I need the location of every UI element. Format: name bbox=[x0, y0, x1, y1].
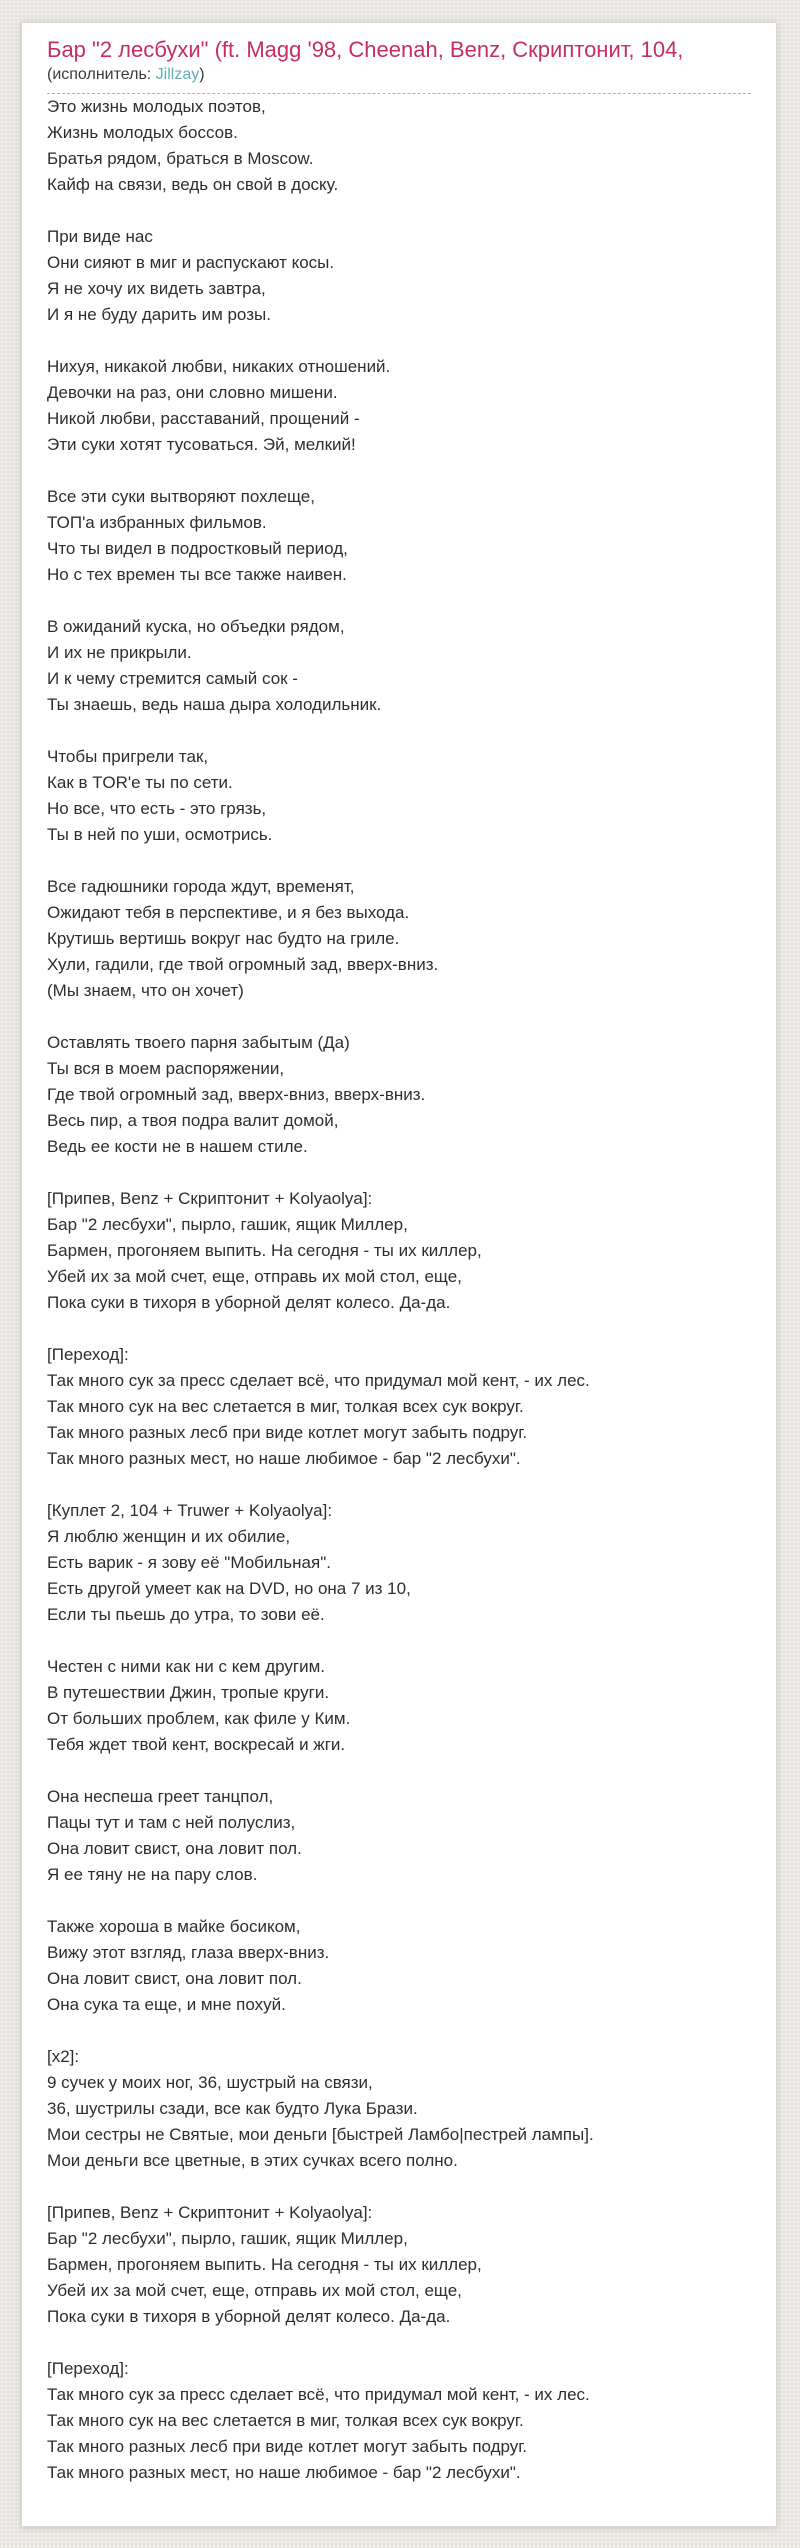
lyric-line: Убей их за мой счет, еще, отправь их мой стол, еще, bbox=[47, 2281, 462, 2300]
lyric-line: Если ты пьешь до утра, то зови её. bbox=[47, 1605, 325, 1624]
lyric-line: Она ловит свист, она ловит пол. bbox=[47, 1839, 302, 1858]
lyric-line: Так много разных лесб при виде котлет могут забыть подруг. bbox=[47, 1423, 528, 1442]
lyric-line: Так много разных лесб при виде котлет могут забыть подруг. bbox=[47, 2437, 528, 2456]
lyric-line: Весь пир, а твоя подра валит домой, bbox=[47, 1111, 339, 1130]
lyric-line: Чтобы пригрели так, bbox=[47, 747, 209, 766]
lyric-line: Так много сук за пресс сделает всё, что придумал мой кент, - их лес. bbox=[47, 1371, 590, 1390]
lyric-line: И я не буду дарить им розы. bbox=[47, 305, 271, 324]
lyric-line: Пока суки в тихоря в уборной делят колесо. Да-да. bbox=[47, 2307, 451, 2326]
lyric-line: Как в TOR'е ты по сети. bbox=[47, 773, 233, 792]
artist-label-close: ) bbox=[199, 66, 205, 83]
lyric-line: Братья рядом, браться в Moscow. bbox=[47, 149, 314, 168]
lyric-line: От больших проблем, как филе у Ким. bbox=[47, 1709, 351, 1728]
lyric-line: Ты в ней по уши, осмотрись. bbox=[47, 825, 273, 844]
lyric-line: Ты знаешь, ведь наша дыра холодильник. bbox=[47, 695, 382, 714]
lyric-line: Убей их за мой счет, еще, отправь их мой стол, еще, bbox=[47, 1267, 462, 1286]
lyric-line: Ты вся в моем распоряжении, bbox=[47, 1059, 285, 1078]
lyric-line: ТОП'а избранных фильмов. bbox=[47, 513, 267, 532]
lyric-line: Что ты видел в подростковый период, bbox=[47, 539, 348, 558]
lyric-line: Тебя ждет твой кент, воскресай и жги. bbox=[47, 1735, 346, 1754]
lyric-line: Это жизнь молодых поэтов, bbox=[47, 97, 266, 116]
stanza bbox=[47, 94, 751, 198]
lyric-line: Вижу этот взгляд, глаза вверх-вниз. bbox=[47, 1943, 330, 1962]
lyric-line: Девочки на раз, они словно мишени. bbox=[47, 383, 338, 402]
song-header bbox=[47, 37, 751, 94]
lyric-line: Так много сук на вес слетается в миг, толкая всех сук вокруг. bbox=[47, 1397, 524, 1416]
lyric-line: [Припев, Benz + Скриптонит + Kolyaolya]: bbox=[47, 1189, 373, 1208]
stanza bbox=[47, 1186, 751, 1316]
lyric-line: Все эти суки вытворяют похлеще, bbox=[47, 487, 315, 506]
stanza bbox=[47, 1342, 751, 1472]
lyric-line: Хули, гадили, где твой огромный зад, вверх-вниз. bbox=[47, 955, 439, 974]
lyric-line: Где твой огромный зад, вверх-вниз, вверх-вниз. bbox=[47, 1085, 426, 1104]
stanza bbox=[47, 874, 751, 1004]
lyric-line: [Переход]: bbox=[47, 2359, 129, 2378]
stanza bbox=[47, 224, 751, 328]
stanza bbox=[47, 2356, 751, 2486]
lyric-line: Бармен, прогоняем выпить. На сегодня - ты их киллер, bbox=[47, 1241, 482, 1260]
lyric-line: [x2]: bbox=[47, 2047, 80, 2066]
lyric-line: Бар "2 лесбухи", пырло, гашик, ящик Миллер, bbox=[47, 2229, 408, 2248]
stanza bbox=[47, 1784, 751, 1888]
lyric-line: Я не хочу их видеть завтра, bbox=[47, 279, 266, 298]
lyric-line: Они сияют в миг и распускают косы. bbox=[47, 253, 335, 272]
lyric-line: Кайф на связи, ведь он свой в доску. bbox=[47, 175, 339, 194]
lyric-line: В ожиданий куска, но объедки рядом, bbox=[47, 617, 345, 636]
lyric-line: Жизнь молодых боссов. bbox=[47, 123, 238, 142]
content-card bbox=[21, 22, 777, 2527]
lyric-line: При виде нас bbox=[47, 227, 153, 246]
lyric-line: Она неспеша греет танцпол, bbox=[47, 1787, 274, 1806]
stanza bbox=[47, 2200, 751, 2330]
lyric-line: Она ловит свист, она ловит пол. bbox=[47, 1969, 302, 1988]
lyric-line: Также хороша в майке босиком, bbox=[47, 1917, 301, 1936]
lyric-line: [Куплет 2, 104 + Truwer + Kolyaolya]: bbox=[47, 1501, 333, 1520]
stanza bbox=[47, 1030, 751, 1160]
lyric-line: Ожидают тебя в перспективе, и я без выхода. bbox=[47, 903, 410, 922]
lyric-line: Пока суки в тихоря в уборной делят колесо. Да-да. bbox=[47, 1293, 451, 1312]
lyric-line: Мои сестры не Святые, мои деньги [быстрей Ламбо|пестрей лампы]. bbox=[47, 2125, 594, 2144]
lyric-line: Ведь ее кости не в нашем стиле. bbox=[47, 1137, 308, 1156]
lyric-line: Бар "2 лесбухи", пырло, гашик, ящик Миллер, bbox=[47, 1215, 408, 1234]
lyric-line: [Припев, Benz + Скриптонит + Kolyaolya]: bbox=[47, 2203, 373, 2222]
lyric-line: Я ее тяну не на пару слов. bbox=[47, 1865, 258, 1884]
page-title: Бар "2 лесбухи" (ft. Magg '98, Cheenah, Benz, Скриптонит, 104, bbox=[47, 37, 684, 62]
lyric-line: Все гадюшники города ждут, временят, bbox=[47, 877, 355, 896]
lyric-line: Она сука та еще, и мне похуй. bbox=[47, 1995, 286, 2014]
lyric-line: Есть варик - я зову её "Мобильная". bbox=[47, 1553, 331, 1572]
lyric-line: Оставлять твоего парня забытым (Да) bbox=[47, 1033, 350, 1052]
lyric-line: Есть другой умеет как на DVD, но она 7 из 10, bbox=[47, 1579, 411, 1598]
lyric-line: И к чему стремится самый сок - bbox=[47, 669, 298, 688]
lyric-line: Эти суки хотят тусоваться. Эй, мелкий! bbox=[47, 435, 356, 454]
lyric-line: 9 сучек у моих ног, 36, шустрый на связи, bbox=[47, 2073, 373, 2092]
lyric-line: Пацы тут и там с ней полуслиз, bbox=[47, 1813, 296, 1832]
lyric-line: В путешествии Джин, тропые круги. bbox=[47, 1683, 330, 1702]
stanza bbox=[47, 484, 751, 588]
lyric-line: Так много сук за пресс сделает всё, что придумал мой кент, - их лес. bbox=[47, 2385, 590, 2404]
lyric-line: Нихуя, никакой любви, никаких отношений. bbox=[47, 357, 391, 376]
stanza bbox=[47, 354, 751, 458]
lyric-line: Но все, что есть - это грязь, bbox=[47, 799, 267, 818]
lyric-line: Крутишь вертишь вокруг нас будто на гриле. bbox=[47, 929, 400, 948]
lyric-line: [Переход]: bbox=[47, 1345, 129, 1364]
lyric-line: 36, шустрилы сзади, все как будто Лука Брази. bbox=[47, 2099, 418, 2118]
lyric-line: Но с тех времен ты все также наивен. bbox=[47, 565, 347, 584]
lyric-line: Никой любви, расставаний, прощений - bbox=[47, 409, 360, 428]
lyric-line: Так много разных мест, но наше любимое - бар "2 лесбухи". bbox=[47, 1449, 521, 1468]
lyric-line: Так много разных мест, но наше любимое - бар "2 лесбухи". bbox=[47, 2463, 521, 2482]
lyric-line: Так много сук на вес слетается в миг, толкая всех сук вокруг. bbox=[47, 2411, 524, 2430]
stanza bbox=[47, 1654, 751, 1758]
stanza bbox=[47, 2044, 751, 2174]
stanza bbox=[47, 744, 751, 848]
lyric-line: Мои деньги все цветные, в этих сучках всего полно. bbox=[47, 2151, 458, 2170]
artist-link[interactable]: Jillzay bbox=[155, 66, 200, 83]
lyric-line: (Мы знаем, что он хочет) bbox=[47, 981, 244, 1000]
lyric-line: Честен с ними как ни с кем другим. bbox=[47, 1657, 326, 1676]
lyric-line: Бармен, прогоняем выпить. На сегодня - ты их киллер, bbox=[47, 2255, 482, 2274]
artist-line bbox=[47, 65, 751, 85]
stanza bbox=[47, 1498, 751, 1628]
lyrics bbox=[47, 94, 751, 2486]
stanza bbox=[47, 614, 751, 718]
artist-label: (исполнитель: bbox=[47, 66, 152, 83]
stanza bbox=[47, 1914, 751, 2018]
lyric-line: Я люблю женщин и их обилие, bbox=[47, 1527, 291, 1546]
lyric-line: И их не прикрыли. bbox=[47, 643, 192, 662]
